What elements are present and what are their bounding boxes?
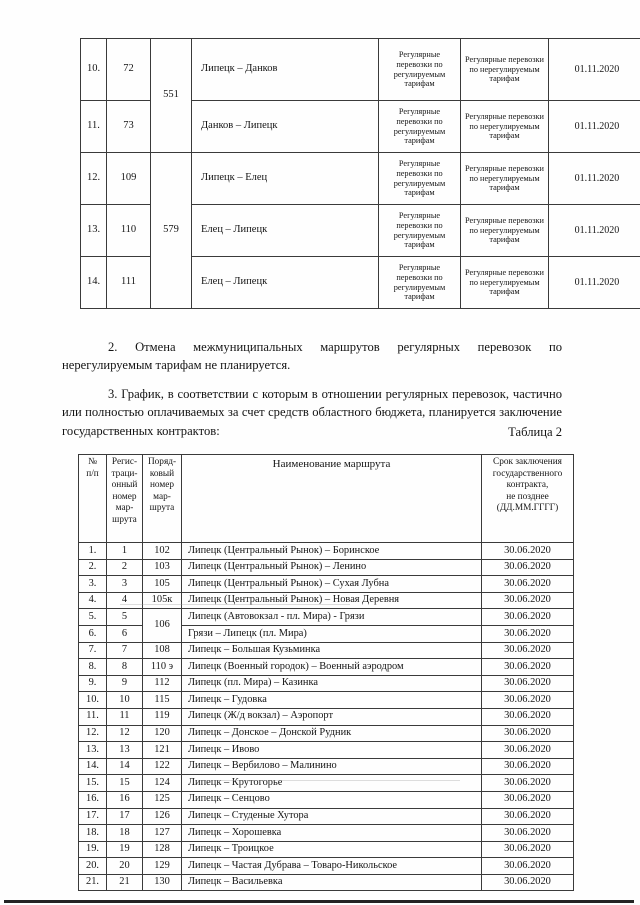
table-row [79, 874, 574, 891]
cell-nonregulated-tariff: Регулярные перевозки по нерегулируемым тарифам [461, 39, 549, 101]
cell-row-number: 16. [79, 791, 107, 808]
cell-row-number: 14. [79, 758, 107, 775]
cell-route-name: Елец – Липецк [192, 257, 379, 309]
cell-date: 01.11.2020 [549, 205, 640, 257]
cell-registration-number: 19 [107, 841, 143, 858]
cell-nonregulated-tariff: Регулярные перевозки по нерегулируемым тарифам [461, 153, 549, 205]
cell-registration-number: 16 [107, 791, 143, 808]
table2-header-np: № п/п [79, 455, 107, 543]
cell-date: 01.11.2020 [549, 101, 640, 153]
table2-header-ord: Поряд- ковый номер мар- шрута [143, 455, 182, 543]
scan-edge-artifact [4, 900, 634, 903]
table-row [79, 543, 574, 560]
cell-registration-number: 21 [107, 874, 143, 891]
cell-route-name: Липецк – Гудовка [182, 692, 482, 709]
table-row [79, 825, 574, 842]
cell-row-number: 10. [81, 39, 107, 101]
cell-route-name: Липецк – Донское – Донской Рудник [182, 725, 482, 742]
table-row [79, 775, 574, 792]
cell-registration-number: 72 [107, 39, 151, 101]
cell-route-number: 579 [151, 153, 192, 309]
cell-route-name: Липецк (Центральный Рынок) – Боринское [182, 543, 482, 560]
table-row [79, 592, 574, 609]
state-contracts-schedule-table [78, 454, 574, 891]
table-row [79, 642, 574, 659]
cell-route-name: Грязи – Липецк (пл. Мира) [182, 625, 482, 642]
table2-head [79, 455, 574, 543]
cell-contract-deadline: 30.06.2020 [482, 576, 574, 593]
cell-route-number: 127 [143, 825, 182, 842]
table-row [79, 659, 574, 676]
table2-body [79, 543, 574, 891]
table-row [81, 153, 640, 205]
table-row [79, 708, 574, 725]
cell-row-number: 6. [79, 625, 107, 642]
cell-contract-deadline: 30.06.2020 [482, 543, 574, 560]
cell-route-number: 551 [151, 39, 192, 153]
cell-contract-deadline: 30.06.2020 [482, 725, 574, 742]
cell-row-number: 12. [79, 725, 107, 742]
cell-row-number: 4. [79, 592, 107, 609]
cell-route-number: 105к [143, 592, 182, 609]
cell-registration-number: 12 [107, 725, 143, 742]
cell-contract-deadline: 30.06.2020 [482, 841, 574, 858]
cell-regulated-tariff: Регулярные перевозки по регулируемым тарифам [379, 153, 461, 205]
table-row [79, 808, 574, 825]
cell-contract-deadline: 30.06.2020 [482, 609, 574, 626]
cell-route-number: 112 [143, 675, 182, 692]
paragraph-item-2: 2. Отмена межмуниципальных маршрутов регулярных перевозок по нерегулируемым тарифам не планируется. [62, 339, 562, 373]
cell-registration-number: 73 [107, 101, 151, 153]
cell-route-number: 110 э [143, 659, 182, 676]
table-row [79, 692, 574, 709]
table-row [79, 858, 574, 875]
table-row [81, 39, 640, 101]
cell-route-number: 120 [143, 725, 182, 742]
table-row [79, 841, 574, 858]
cell-row-number: 17. [79, 808, 107, 825]
cell-route-number: 128 [143, 841, 182, 858]
cell-contract-deadline: 30.06.2020 [482, 592, 574, 609]
cell-date: 01.11.2020 [549, 153, 640, 205]
cell-contract-deadline: 30.06.2020 [482, 742, 574, 759]
cell-route-name: Липецк – Васильевка [182, 874, 482, 891]
cell-route-name: Липецк – Сенцово [182, 791, 482, 808]
table2-header-reg: Регис- траци- онный номер мар- шрута [107, 455, 143, 543]
cell-route-number: 125 [143, 791, 182, 808]
cell-route-name: Липецк (Центральный Рынок) – Ленино [182, 559, 482, 576]
table2-header-date: Срок заключения государственного контракта, не позднее (ДД.ММ.ГГГГ) [482, 455, 574, 543]
cell-row-number: 2. [79, 559, 107, 576]
cell-registration-number: 11 [107, 708, 143, 725]
table-row [79, 725, 574, 742]
cell-contract-deadline: 30.06.2020 [482, 692, 574, 709]
table1-body [81, 39, 640, 309]
table2-header-row [79, 455, 574, 543]
cell-route-number: 121 [143, 742, 182, 759]
cell-contract-deadline: 30.06.2020 [482, 559, 574, 576]
cell-row-number: 19. [79, 841, 107, 858]
cell-route-name: Липецк – Хорошевка [182, 825, 482, 842]
cell-registration-number: 1 [107, 543, 143, 560]
cell-contract-deadline: 30.06.2020 [482, 659, 574, 676]
cell-row-number: 18. [79, 825, 107, 842]
cell-registration-number: 9 [107, 675, 143, 692]
cell-row-number: 8. [79, 659, 107, 676]
cell-route-name: Липецк (Автовокзал - пл. Мира) - Грязи [182, 609, 482, 626]
cell-nonregulated-tariff: Регулярные перевозки по нерегулируемым тарифам [461, 101, 549, 153]
cell-registration-number: 110 [107, 205, 151, 257]
cell-route-number: 129 [143, 858, 182, 875]
cell-row-number: 7. [79, 642, 107, 659]
cell-row-number: 11. [79, 708, 107, 725]
cell-row-number: 20. [79, 858, 107, 875]
scan-smudge [120, 604, 350, 605]
cell-registration-number: 5 [107, 609, 143, 626]
cell-route-number: 130 [143, 874, 182, 891]
cell-route-number: 108 [143, 642, 182, 659]
cell-contract-deadline: 30.06.2020 [482, 858, 574, 875]
cell-row-number: 9. [79, 675, 107, 692]
cell-route-name: Данков – Липецк [192, 101, 379, 153]
cell-registration-number: 10 [107, 692, 143, 709]
cell-registration-number: 3 [107, 576, 143, 593]
cell-registration-number: 6 [107, 625, 143, 642]
table-row [79, 675, 574, 692]
cell-regulated-tariff: Регулярные перевозки по регулируемым тарифам [379, 205, 461, 257]
cell-date: 01.11.2020 [549, 39, 640, 101]
cell-registration-number: 20 [107, 858, 143, 875]
table-row [79, 609, 574, 626]
cell-registration-number: 4 [107, 592, 143, 609]
cell-route-name: Липецк – Елец [192, 153, 379, 205]
cell-registration-number: 17 [107, 808, 143, 825]
cell-row-number: 3. [79, 576, 107, 593]
cell-date: 01.11.2020 [549, 257, 640, 309]
cell-route-name: Липецк (Центральный Рынок) – Сухая Лубна [182, 576, 482, 593]
cell-contract-deadline: 30.06.2020 [482, 758, 574, 775]
cell-registration-number: 18 [107, 825, 143, 842]
cell-row-number: 1. [79, 543, 107, 560]
cell-registration-number: 111 [107, 257, 151, 309]
cell-registration-number: 15 [107, 775, 143, 792]
cell-contract-deadline: 30.06.2020 [482, 775, 574, 792]
cell-route-number: 102 [143, 543, 182, 560]
cell-nonregulated-tariff: Регулярные перевозки по нерегулируемым тарифам [461, 257, 549, 309]
cell-route-name: Елец – Липецк [192, 205, 379, 257]
cell-row-number: 15. [79, 775, 107, 792]
cell-contract-deadline: 30.06.2020 [482, 642, 574, 659]
cell-contract-deadline: 30.06.2020 [482, 825, 574, 842]
table-row [79, 576, 574, 593]
paragraph-item-3: 3. График, в соответствии с которым в отношении регулярных перевозок, частично или полностью оплачиваемых за счет средств областного бюджета, планируется заключение государственных контрактов: [62, 386, 562, 438]
table-row [79, 742, 574, 759]
cell-route-name: Липецк – Частая Дубрава – Товаро-Никольское [182, 858, 482, 875]
cell-route-name: Липецк (Ж/д вокзал) – Аэропорт [182, 708, 482, 725]
cell-route-number: 103 [143, 559, 182, 576]
cell-regulated-tariff: Регулярные перевозки по регулируемым тарифам [379, 257, 461, 309]
cell-registration-number: 14 [107, 758, 143, 775]
cell-registration-number: 109 [107, 153, 151, 205]
cell-row-number: 13. [79, 742, 107, 759]
table-row [79, 559, 574, 576]
cell-route-number: 115 [143, 692, 182, 709]
cell-route-name: Липецк – Данков [192, 39, 379, 101]
cell-route-name: Липецк (пл. Мира) – Казинка [182, 675, 482, 692]
cell-contract-deadline: 30.06.2020 [482, 808, 574, 825]
cell-nonregulated-tariff: Регулярные перевозки по нерегулируемым тарифам [461, 205, 549, 257]
cell-route-number: 119 [143, 708, 182, 725]
table2-header-name: Наименование маршрута [182, 455, 482, 543]
cell-registration-number: 7 [107, 642, 143, 659]
cell-row-number: 21. [79, 874, 107, 891]
cell-route-name: Липецк (Военный городок) – Военный аэродром [182, 659, 482, 676]
cell-route-number: 124 [143, 775, 182, 792]
table2-caption: Таблица 2 [508, 425, 562, 439]
scan-smudge [200, 780, 460, 781]
cell-route-name: Липецк – Ивово [182, 742, 482, 759]
cell-route-number: 105 [143, 576, 182, 593]
cell-row-number: 12. [81, 153, 107, 205]
cell-row-number: 13. [81, 205, 107, 257]
cell-route-name: Липецк – Студеные Хутора [182, 808, 482, 825]
cell-route-name: Липецк – Вербилово – Малинино [182, 758, 482, 775]
cell-regulated-tariff: Регулярные перевозки по регулируемым тарифам [379, 101, 461, 153]
cell-row-number: 5. [79, 609, 107, 626]
cell-route-number: 106 [143, 609, 182, 642]
table-row [79, 758, 574, 775]
cell-contract-deadline: 30.06.2020 [482, 791, 574, 808]
cell-row-number: 10. [79, 692, 107, 709]
cell-contract-deadline: 30.06.2020 [482, 874, 574, 891]
cell-contract-deadline: 30.06.2020 [482, 625, 574, 642]
cell-contract-deadline: 30.06.2020 [482, 675, 574, 692]
cell-route-number: 126 [143, 808, 182, 825]
cell-row-number: 11. [81, 101, 107, 153]
cell-route-name: Липецк – Большая Кузьминка [182, 642, 482, 659]
cell-route-name: Липецк – Крутогорье [182, 775, 482, 792]
cell-registration-number: 13 [107, 742, 143, 759]
cell-registration-number: 8 [107, 659, 143, 676]
cell-registration-number: 2 [107, 559, 143, 576]
routes-cancellation-table-continued [80, 38, 640, 309]
table-row [79, 791, 574, 808]
cell-route-name: Липецк (Центральный Рынок) – Новая Деревня [182, 592, 482, 609]
cell-route-number: 122 [143, 758, 182, 775]
cell-contract-deadline: 30.06.2020 [482, 708, 574, 725]
cell-regulated-tariff: Регулярные перевозки по регулируемым тарифам [379, 39, 461, 101]
cell-row-number: 14. [81, 257, 107, 309]
cell-route-name: Липецк – Троицкое [182, 841, 482, 858]
